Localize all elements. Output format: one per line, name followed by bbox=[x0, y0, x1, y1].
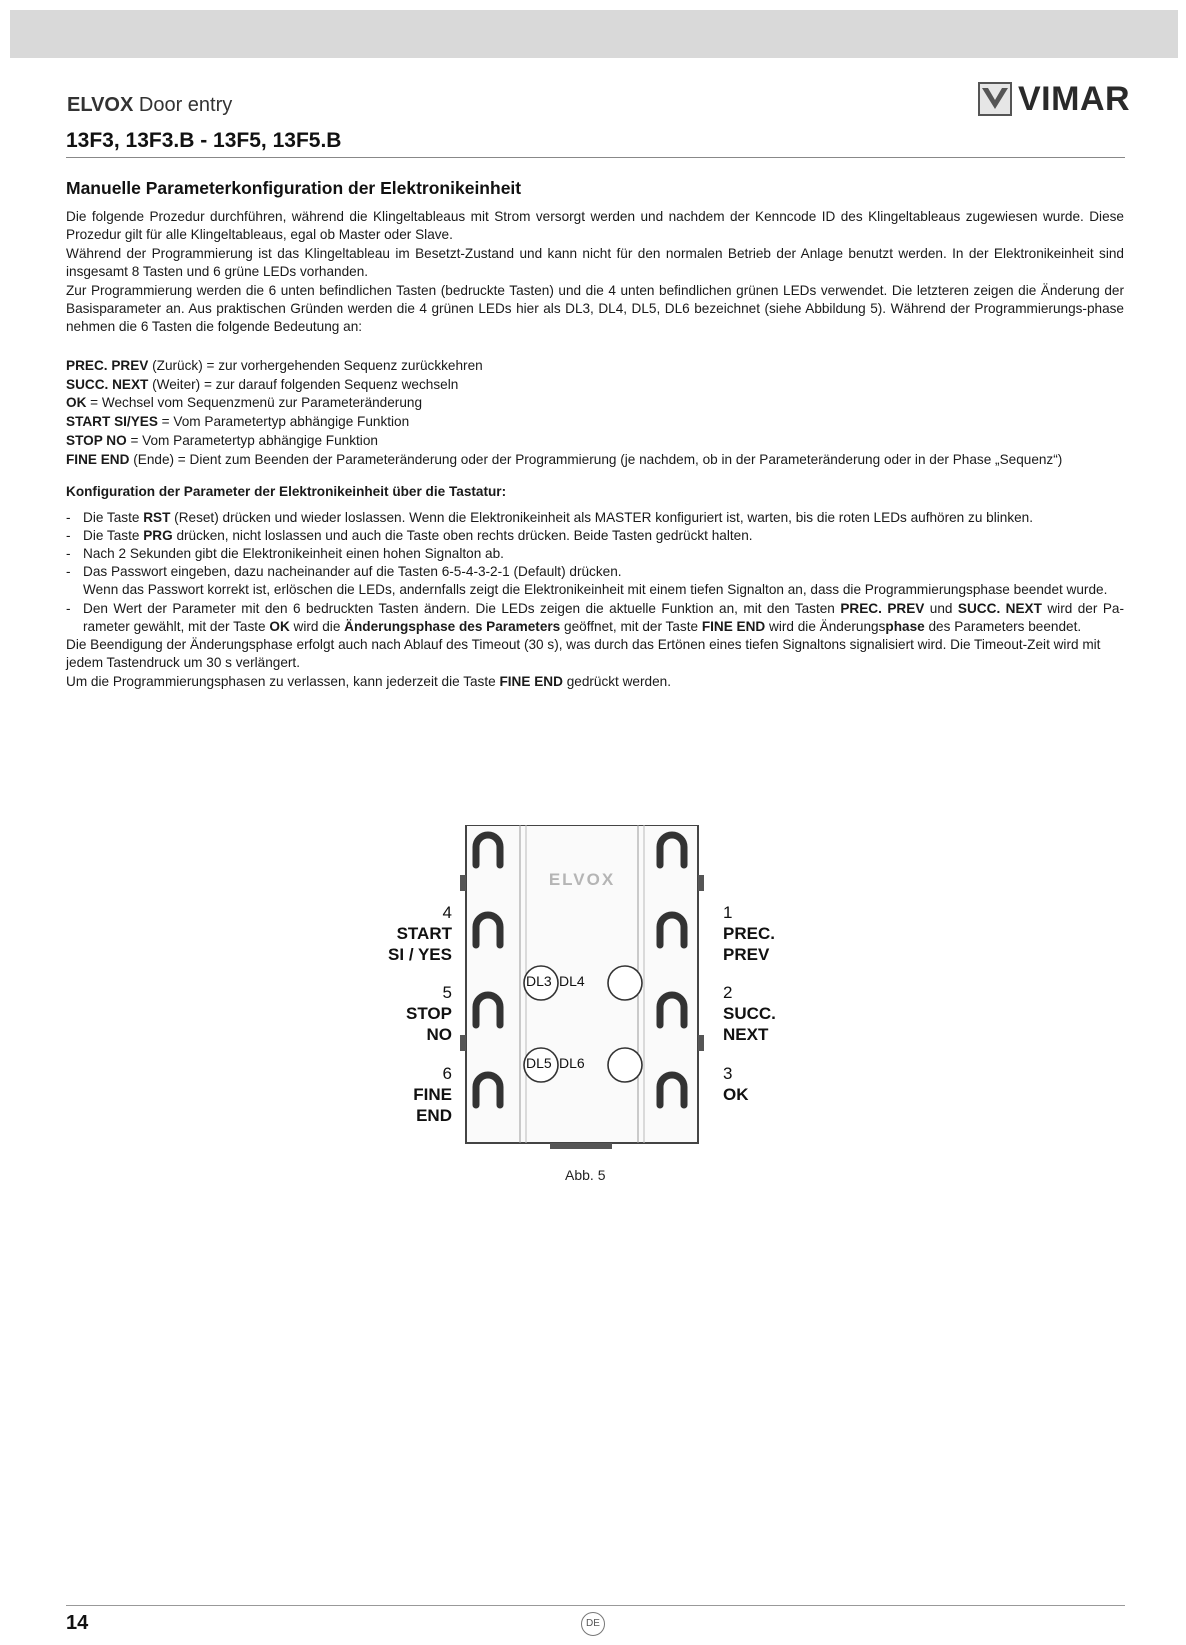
step-key: Änderungsphase des Parameters bbox=[344, 618, 561, 634]
step-item bbox=[66, 600, 1124, 636]
step-text: drücken, nicht loslassen und auch die Taste oben rechts drücken. Beide Tasten gedrückt halten. bbox=[172, 527, 753, 543]
key-label-line: SUCC. bbox=[723, 1004, 776, 1023]
step-text: des Parameters beendet. bbox=[924, 618, 1082, 634]
top-gray-bar bbox=[10, 10, 1178, 58]
language-badge: DE bbox=[581, 1612, 605, 1636]
legend-text: = Vom Parametertyp abhängige Funktion bbox=[126, 433, 378, 449]
led-label-dl5: DL5 bbox=[526, 1055, 552, 1071]
step-text: Die Taste bbox=[83, 509, 144, 525]
label-key-6 bbox=[413, 1063, 452, 1126]
key-label-line: START bbox=[396, 924, 452, 943]
closing-paragraph-2 bbox=[66, 673, 1124, 691]
brand-light: Door entry bbox=[138, 94, 233, 116]
step-item bbox=[66, 545, 1124, 563]
brand-bold: ELVOX bbox=[67, 94, 134, 116]
legend-key: STOP NO bbox=[66, 433, 127, 449]
key-label-line: FINE bbox=[413, 1085, 452, 1104]
led-lower-right-icon bbox=[608, 1048, 642, 1082]
key-number: 3 bbox=[723, 1064, 733, 1083]
legend-item bbox=[66, 357, 1124, 376]
legend-key: FINE END bbox=[66, 451, 130, 467]
legend-item bbox=[66, 376, 1124, 395]
legend-text: (Ende) = Dient zum Beenden der Parameteränderung oder der Programmierung (je nachdem, ob in der Parameteränderung oder in der Phase „Sequenz“) bbox=[129, 451, 1063, 467]
step-key: OK bbox=[269, 618, 290, 634]
legend-key: START SI/YES bbox=[66, 414, 158, 430]
key-label-line: NO bbox=[426, 1025, 452, 1044]
legend-item bbox=[66, 413, 1124, 432]
step-key: RST bbox=[143, 509, 171, 525]
legend-key: SUCC. NEXT bbox=[66, 376, 149, 392]
page-number: 14 bbox=[66, 1612, 89, 1634]
led-label-dl3: DL3 bbox=[526, 973, 552, 989]
key-number: 5 bbox=[442, 983, 452, 1002]
legend-text: (Zurück) = zur vorhergehenden Sequenz zurückkehren bbox=[148, 357, 483, 373]
model-title: 13F3, 13F3.B - 13F5, 13F5.B bbox=[66, 129, 342, 152]
key-number: 1 bbox=[723, 903, 733, 922]
legend-item bbox=[66, 432, 1124, 451]
step-text: geöffnet, mit der Taste bbox=[560, 618, 702, 634]
step-key: phase bbox=[885, 618, 925, 634]
vimar-logo-text: VIMAR bbox=[1018, 80, 1131, 118]
step-key: SUCC. NEXT bbox=[957, 600, 1042, 616]
key-label-line: STOP bbox=[406, 1004, 452, 1023]
figure-caption: Abb. 5 bbox=[565, 1167, 606, 1183]
key-label-line: OK bbox=[723, 1085, 749, 1104]
step-text: Den Wert der Parameter mit den 6 bedruckten Tasten ändern. Die LEDs zeigen die aktuelle Funktion an, mit den Tasten bbox=[83, 600, 841, 616]
step-key: FINE END bbox=[701, 618, 766, 634]
label-key-4 bbox=[388, 902, 452, 965]
closing-text bbox=[66, 636, 1124, 691]
step-text: Die Taste bbox=[83, 527, 144, 543]
key-label-line: END bbox=[416, 1106, 452, 1125]
step-text: Das Passwort eingeben, dazu nacheinander auf die Tasten 6-5-4-3-2-1 (Default) drücken. bbox=[83, 564, 622, 580]
legend-text: = Vom Parametertyp abhängige Funktion bbox=[157, 414, 410, 430]
led-upper-right-icon bbox=[608, 966, 642, 1000]
section-body bbox=[66, 208, 1124, 691]
key-number: 6 bbox=[442, 1064, 452, 1083]
key-label-line: SI / YES bbox=[388, 945, 452, 964]
led-label-dl4: DL4 bbox=[559, 973, 585, 989]
legend-key: OK bbox=[66, 395, 87, 411]
closing-text-part: Um die Programmierungsphasen zu verlassen, kann jederzeit die Taste bbox=[66, 673, 500, 689]
legend-item bbox=[66, 394, 1124, 413]
step-key: PREC. PREV bbox=[840, 600, 925, 616]
legend-key: PREC. PREV bbox=[66, 357, 149, 373]
keypad-figure bbox=[360, 825, 800, 1155]
key-legend bbox=[66, 357, 1124, 470]
legend-item bbox=[66, 451, 1124, 470]
steps-list bbox=[66, 509, 1124, 636]
key-number: 4 bbox=[442, 903, 452, 922]
closing-key: FINE END bbox=[499, 673, 563, 689]
closing-paragraph-1: Die Beendigung der Änderungsphase erfolgt auch nach Ablauf des Timeout (30 s), was durch das Ertönen eines tiefen Signaltons signalisiert wird. Die Timeout-Zeit wird mit jedem Tastendruck um 30 s verlängert. bbox=[66, 637, 1101, 671]
intro-paragraph-2: Während der Programmierung ist das Klingeltableau im Besetzt-Zustand und kann nicht für den normalen Betrieb der Anlage benutzt werden. In der Elektronikeinheit sind insgesamt 8 Tasten und 6 grüne LEDs vorhanden. bbox=[66, 245, 1124, 280]
key-label-line: PREV bbox=[723, 945, 770, 964]
key-label-line: NEXT bbox=[723, 1025, 769, 1044]
step-text: wird die bbox=[289, 618, 345, 634]
step-text: Nach 2 Sekunden gibt die Elektronikeinheit einen hohen Signalton ab. bbox=[83, 546, 504, 562]
led-label-dl6: DL6 bbox=[559, 1055, 585, 1071]
subsection-title: Konfiguration der Parameter der Elektronikeinheit über die Tastatur: bbox=[66, 483, 507, 499]
vimar-mark-icon bbox=[978, 82, 1012, 116]
step-text: wird die Änderungs bbox=[765, 618, 886, 634]
legend-text: = Wechsel vom Sequenzmenü zur Parameteränderung bbox=[86, 395, 423, 411]
step-item bbox=[66, 509, 1124, 527]
step-text: (Reset) drücken und wieder loslassen. Wenn die Elektronikeinheit als MASTER konfiguriert ist, warten, bis die roten LEDs aufhören zu blinken. bbox=[170, 509, 1034, 525]
label-key-1 bbox=[723, 902, 775, 965]
key-label-line: PREC. bbox=[723, 924, 775, 943]
section-title: Manuelle Parameterkonfiguration der Elektronikeinheit bbox=[66, 178, 522, 198]
step-text: wird der Pa-rameter gewählt, mit der Taste bbox=[83, 600, 1124, 634]
closing-text-part: gedrückt werden. bbox=[562, 673, 671, 689]
step-text: Wenn das Passwort korrekt ist, erlöschen die LEDs, andernfalls zeigt die Elektronikeinheit mit einem tiefen Signalton an, dass die Programmierungsphase beendet wurde. bbox=[83, 582, 1108, 598]
key-number: 2 bbox=[723, 983, 733, 1002]
vimar-logo bbox=[978, 82, 1130, 116]
label-key-2 bbox=[723, 982, 776, 1045]
step-item bbox=[66, 527, 1124, 545]
intro-paragraph-1: Die folgende Prozedur durchführen, während die Klingeltableaus mit Strom versorgt werden und nachdem der Kenncode ID des Klingeltableaus zugewiesen wurde. Diese Prozedur gilt für alle Klingeltableaus, egal ob Master oder Slave. bbox=[66, 209, 1124, 243]
footer-rule bbox=[66, 1605, 1125, 1606]
step-key: PRG bbox=[143, 527, 173, 543]
label-key-3 bbox=[723, 1063, 749, 1105]
brand-title bbox=[67, 94, 232, 117]
step-text: und bbox=[924, 600, 958, 616]
legend-text: (Weiter) = zur darauf folgenden Sequenz wechseln bbox=[148, 376, 459, 392]
step-item bbox=[66, 563, 1124, 599]
device-logo: ELVOX bbox=[548, 870, 616, 889]
intro-paragraph-3: Zur Programmierung werden die 6 unten befindlichen Tasten (bedruckte Tasten) und die 4 unten befindlichen grünen LEDs verwendet. Die letzteren zeigen die Änderung der Basisparameter an. Aus praktischen Gründen werden die 4 grünen LEDs hier als DL3, DL4, DL5, DL6 bezeichnet (siehe Abbildung 5). Während der Programmierungs-phase nehmen die 6 Tasten die folgende Bedeutung an: bbox=[66, 282, 1124, 335]
header-rule bbox=[66, 157, 1125, 158]
label-key-5 bbox=[406, 982, 452, 1045]
